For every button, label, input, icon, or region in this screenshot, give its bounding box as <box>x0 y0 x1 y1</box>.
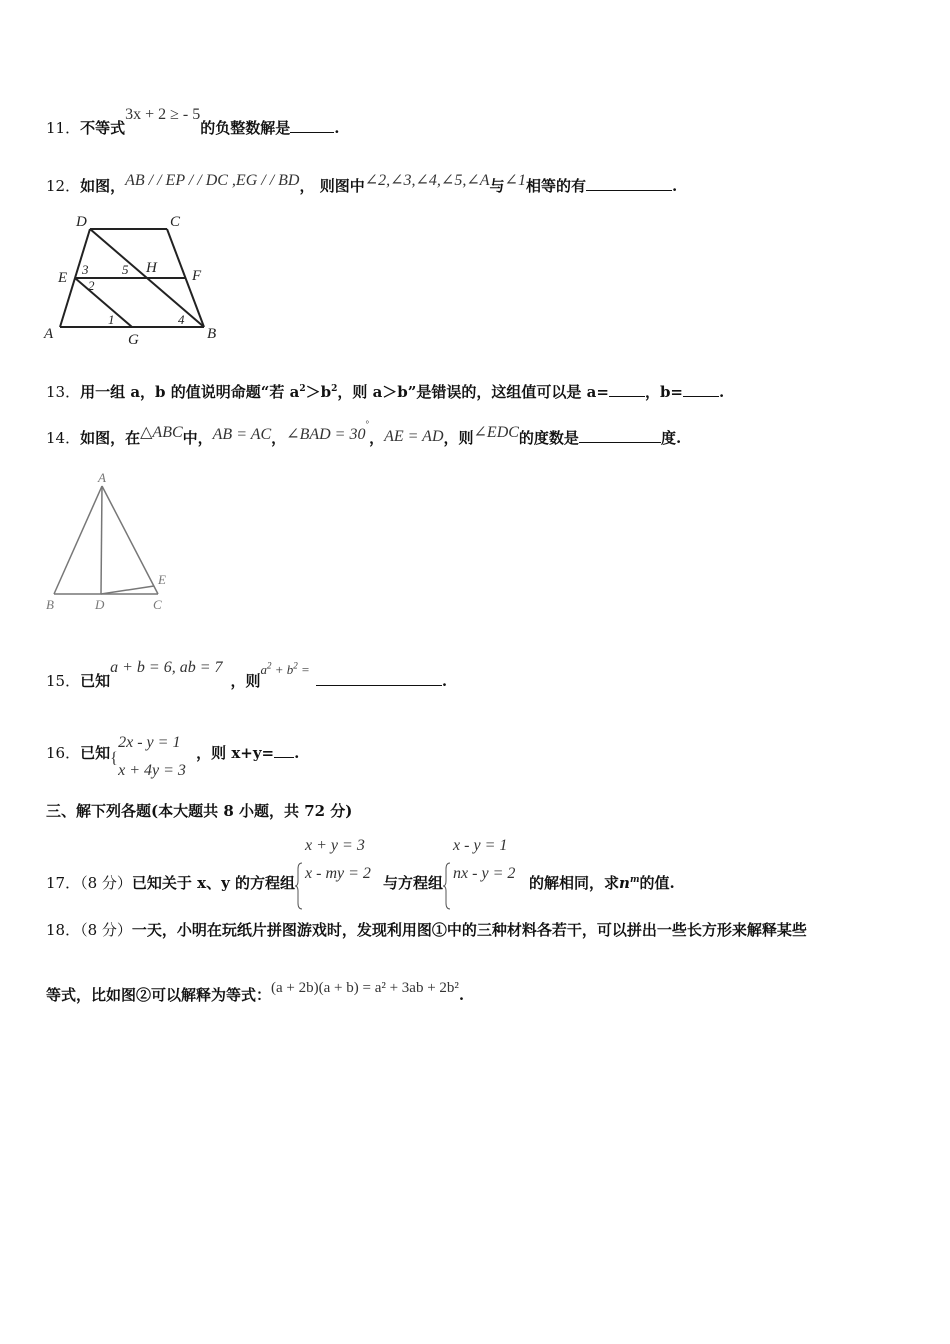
brace-icon <box>295 861 303 911</box>
math-formula: a + b = 6, ab = 7 <box>110 659 223 676</box>
question-number: 15． <box>46 672 81 690</box>
equation-2: nx - y = 2 <box>453 865 516 882</box>
label-5: 5 <box>122 262 129 277</box>
question-text: 的解相同，求 <box>529 874 620 892</box>
question-text: 中， <box>182 429 213 447</box>
label-C: C <box>153 597 162 612</box>
brace-icon <box>443 861 451 911</box>
label-1: 1 <box>108 312 115 327</box>
math-formula: AE = AD <box>384 428 444 445</box>
math-m: m <box>629 875 640 885</box>
question-text: 一天，小明在玩纸片拼图游戏时，发现利用图①中的三种材料各若干，可以拼出一些长方形来解释某些 <box>131 921 807 939</box>
question-text: 等式，比如图②可以解释为等式： <box>46 986 272 1004</box>
math-formula: ∠BAD = 30 <box>286 426 366 443</box>
question-11 <box>46 106 340 138</box>
question-text: 不等式 <box>80 119 126 137</box>
math-part: a <box>260 662 268 677</box>
question-16 <box>46 730 299 778</box>
period: . <box>719 383 725 401</box>
question-18-line-2 <box>46 980 465 1005</box>
question-text: 与方程组 <box>383 874 444 892</box>
superscript: 2 <box>331 384 338 394</box>
question-text: ，则 a＞b”是错误的，这组值可以是 a= <box>337 383 609 401</box>
period: . <box>294 744 300 762</box>
comma: ， <box>369 429 385 447</box>
equation-system <box>110 734 196 790</box>
question-number: 13． <box>46 383 81 401</box>
equation-system-1 <box>295 837 383 911</box>
label-4: 4 <box>178 312 185 327</box>
question-text: 已知关于 x、y 的方程组 <box>131 874 296 892</box>
question-text: 的度数是 <box>518 429 579 447</box>
label-A: A <box>44 326 54 342</box>
label-C: C <box>170 214 181 230</box>
answer-blank <box>579 428 661 443</box>
equation-1: x + y = 3 <box>305 837 365 854</box>
label-D: D <box>76 214 87 230</box>
answer-blank-a <box>609 382 645 397</box>
question-13 <box>46 381 724 402</box>
math-formula <box>261 662 310 677</box>
equation-2: x - my = 2 <box>305 865 371 882</box>
question-17 <box>46 837 675 909</box>
section-heading: 三、解下列各题(本大题共 8 小题，共 72 分) <box>46 802 353 820</box>
score: （8 分） <box>80 874 132 892</box>
answer-blank <box>274 743 294 758</box>
math-formula: ∠EDC <box>473 424 519 441</box>
math-part: = <box>301 662 310 677</box>
question-number: 17． <box>46 874 81 892</box>
label-B: B <box>207 326 217 342</box>
question-text: ，则 <box>230 672 261 690</box>
period: . <box>671 177 678 195</box>
math-formula: ∠2,∠3,∠4,∠5,∠A <box>364 172 490 189</box>
degree-sign: ° <box>365 419 370 429</box>
question-text: 已知 <box>80 672 111 690</box>
question-text: 已知 <box>80 744 111 762</box>
question-text: 的负整数解是 <box>200 119 291 137</box>
period: . <box>334 119 340 137</box>
equation-2: x + 4y = 3 <box>118 762 186 779</box>
question-number: 12． <box>46 177 81 195</box>
math-n: n <box>619 874 630 892</box>
question-text: 如图，在 <box>80 429 141 447</box>
question-text: ，则 x+y= <box>196 744 275 762</box>
period: . <box>458 986 465 1004</box>
question-text: ，b= <box>644 383 683 401</box>
period: . <box>441 672 448 690</box>
math-formula: AB / / EP / / DC ,EG / / BD <box>125 172 300 189</box>
brace: { <box>110 750 118 767</box>
question-text: ， 则图中 <box>299 177 365 195</box>
question-text: ＞b <box>305 383 332 401</box>
label-G: G <box>128 332 139 347</box>
question-text: ，则 <box>443 429 474 447</box>
label-2: 2 <box>88 278 95 293</box>
math-formula: (a + 2b)(a + b) = a² + 3ab + 2b² <box>271 980 459 996</box>
equation-1: 2x - y = 1 <box>118 734 181 751</box>
question-text: 相等的有 <box>525 177 586 195</box>
equation-system-2 <box>443 837 529 911</box>
question-text: 与 <box>489 177 505 195</box>
answer-blank-b <box>683 382 719 397</box>
question-text: 用一组 a，b 的值说明命题“若 a <box>80 383 300 401</box>
label-B: B <box>46 597 54 612</box>
label-F: F <box>192 268 202 284</box>
question-text: 的值. <box>639 874 675 892</box>
question-number: 11． <box>46 119 81 137</box>
question-number: 16． <box>46 744 81 762</box>
question-18-line-1 <box>46 919 807 940</box>
question-15 <box>46 659 448 691</box>
question-12 <box>46 172 678 196</box>
superscript: 2 <box>299 384 306 394</box>
question-14 <box>46 419 682 448</box>
superscript: 2 <box>267 660 272 671</box>
math-formula: △ABC <box>140 424 183 441</box>
math-formula: ∠1 <box>504 172 526 189</box>
question-number: 14． <box>46 429 81 447</box>
answer-blank <box>290 118 334 133</box>
math-formula: 3x + 2 ≥ - 5 <box>125 106 201 123</box>
comma: ， <box>271 429 287 447</box>
math-part: + b <box>274 662 294 677</box>
triangle-figure <box>44 470 174 615</box>
label-E: E <box>158 572 166 587</box>
answer-blank <box>316 671 442 686</box>
label-A: A <box>98 470 106 485</box>
question-text: 如图， <box>80 177 126 195</box>
unit-text: 度. <box>660 429 682 447</box>
question-number: 18． <box>46 921 81 939</box>
score: （8 分） <box>80 921 132 939</box>
label-3: 3 <box>82 262 89 277</box>
label-H: H <box>146 260 157 276</box>
label-D: D <box>95 597 105 612</box>
superscript: 2 <box>293 660 298 671</box>
math-formula: AB = AC <box>212 426 272 443</box>
equation-1: x - y = 1 <box>453 837 508 854</box>
answer-blank <box>586 176 672 191</box>
trapezoid-figure <box>42 212 232 347</box>
label-E: E <box>58 270 68 286</box>
